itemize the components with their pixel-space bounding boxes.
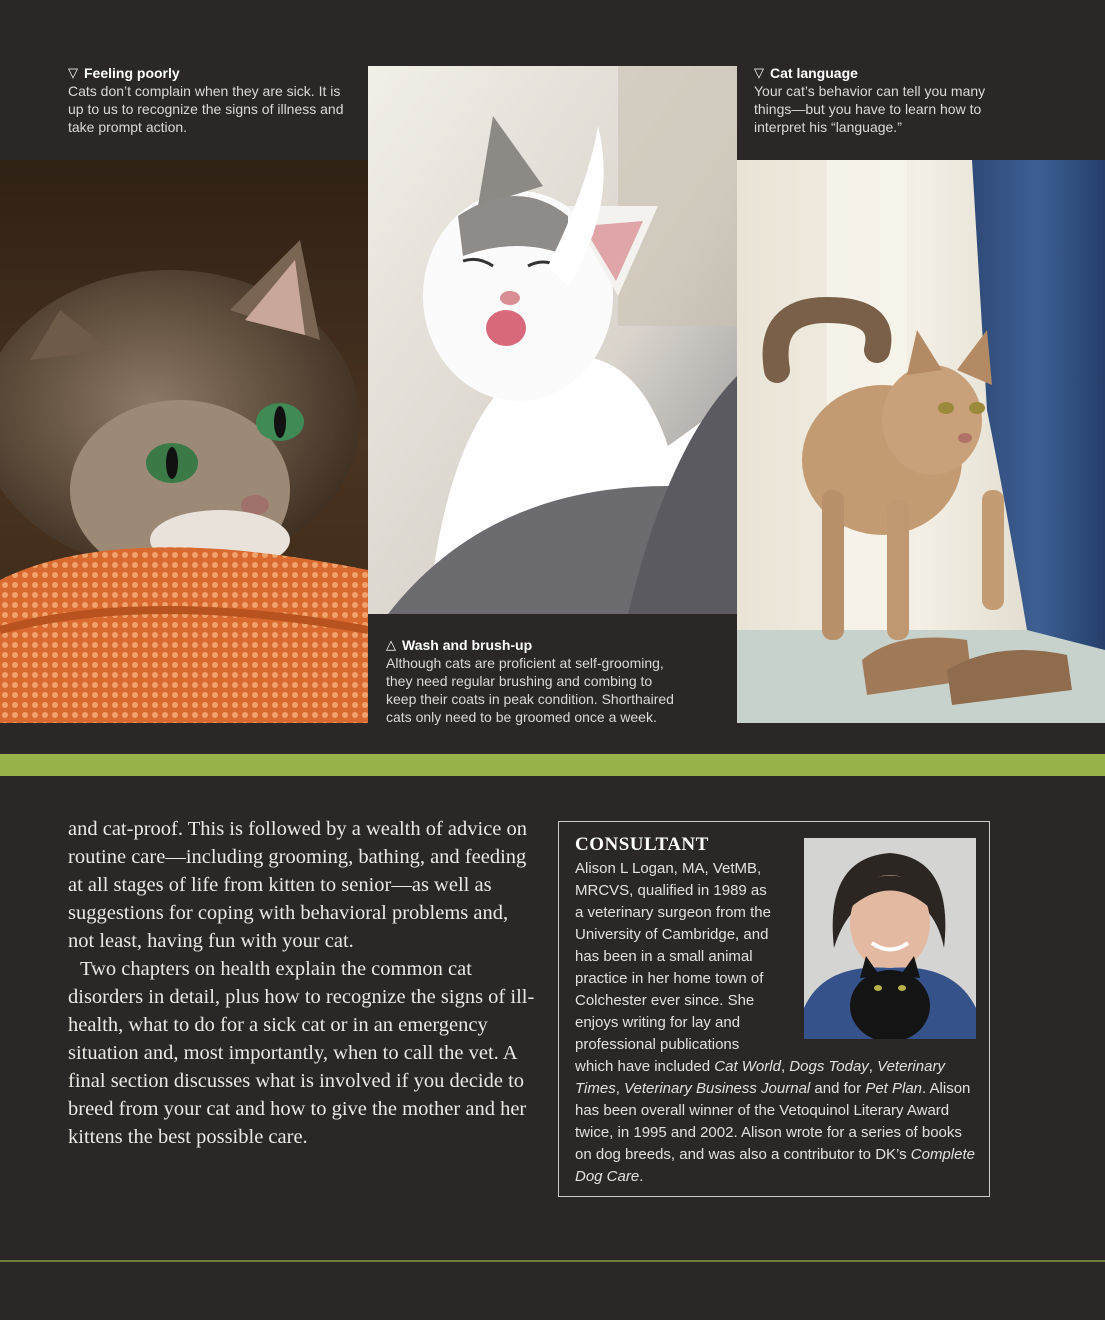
consultant-heading: CONSULTANT xyxy=(575,834,709,855)
bio-line: professional publications xyxy=(575,1036,740,1053)
caption-line: Although cats are proficient at self-grooming, xyxy=(386,655,664,671)
bottom-rule xyxy=(0,1260,1105,1262)
triangle-up-icon: △ xyxy=(386,637,396,652)
caption-line: up to us to recognize the signs of illness and xyxy=(68,101,344,117)
publication-title: Veterinary Business Journal xyxy=(624,1080,811,1097)
publication-title: Cat World xyxy=(714,1058,781,1075)
body-paragraph: and cat-proof. This is followed by a wealth of advice on routine care—including grooming, bathing, and feeding at all stages of life from kitten to senior—as well as suggestions for coping with behavioral problems and, not least, having fun with your cat. xyxy=(68,818,528,952)
caption-line: Your cat’s behavior can tell you many xyxy=(754,83,986,99)
photo-cat-rubbing-legs xyxy=(737,160,1105,723)
bio-line: Colchester ever since. She xyxy=(575,992,755,1009)
photo-white-cat-grooming xyxy=(368,66,737,614)
body-paragraph: Two chapters on health explain the common cat disorders in detail, plus how to recognize the signs of ill-health, what to do for a sick cat or in an emergency situation and, most importantly, when to call the vet. A final section discusses what is involved if you decide to breed from your cat and how to give the mother and her kittens the best possible care. xyxy=(68,958,535,1148)
accent-band xyxy=(0,754,1105,776)
publication-title: Veterinary Times xyxy=(575,1058,945,1097)
bio-text: , xyxy=(868,1058,878,1075)
consultant-box xyxy=(558,821,990,1197)
bio-line: enjoys writing for lay and xyxy=(575,1014,741,1031)
bio-line: University of Cambridge, and xyxy=(575,926,769,943)
bio-text: . Alison has been overall winner of the Vetoquinol Literary Award twice, in 1995 and 2002. Alison wrote for a series of books on dog breeds, and was also a contributor to DK’s xyxy=(575,1080,971,1163)
caption-line: interpret his “language.” xyxy=(754,119,902,135)
bio-text: , xyxy=(615,1080,625,1097)
body-text xyxy=(68,815,538,1151)
caption-title: Feeling poorly xyxy=(84,65,180,81)
caption-title: Wash and brush-up xyxy=(402,637,533,653)
bio-line: MRCVS, qualified in 1989 as xyxy=(575,882,767,899)
caption-title: Cat language xyxy=(770,65,858,81)
consultant-bio xyxy=(575,858,975,1188)
triangle-down-icon: ▽ xyxy=(754,65,764,80)
photo-tabby-cat-resting xyxy=(0,160,368,723)
publication-title: Dogs Today xyxy=(789,1058,869,1075)
caption-cat-language xyxy=(754,64,1054,136)
caption-feeling-poorly xyxy=(68,64,358,136)
bio-line: practice in her home town of xyxy=(575,970,764,987)
bio-line: has been in a small animal xyxy=(575,948,753,965)
bio-text: which have included xyxy=(575,1058,715,1075)
caption-line: take prompt action. xyxy=(68,119,188,135)
bio-text: , xyxy=(780,1058,790,1075)
bio-text: . xyxy=(639,1168,644,1185)
caption-line: Cats don’t complain when they are sick. It is xyxy=(68,83,341,99)
caption-line: they need regular brushing and combing to xyxy=(386,673,653,689)
publication-title: Complete Dog Care xyxy=(575,1146,975,1185)
caption-line: keep their coats in peak condition. Shorthaired xyxy=(386,691,674,707)
bio-text: and for xyxy=(810,1080,866,1097)
bio-line: Alison L Logan, MA, VetMB, xyxy=(575,860,762,877)
bio-line: a veterinary surgeon from the xyxy=(575,904,771,921)
triangle-down-icon: ▽ xyxy=(68,65,78,80)
caption-line: things—but you have to learn how to xyxy=(754,101,982,117)
caption-wash-and-brush-up xyxy=(386,636,726,726)
caption-line: cats only need to be groomed once a week. xyxy=(386,709,657,725)
publication-title: Pet Plan xyxy=(865,1080,923,1097)
